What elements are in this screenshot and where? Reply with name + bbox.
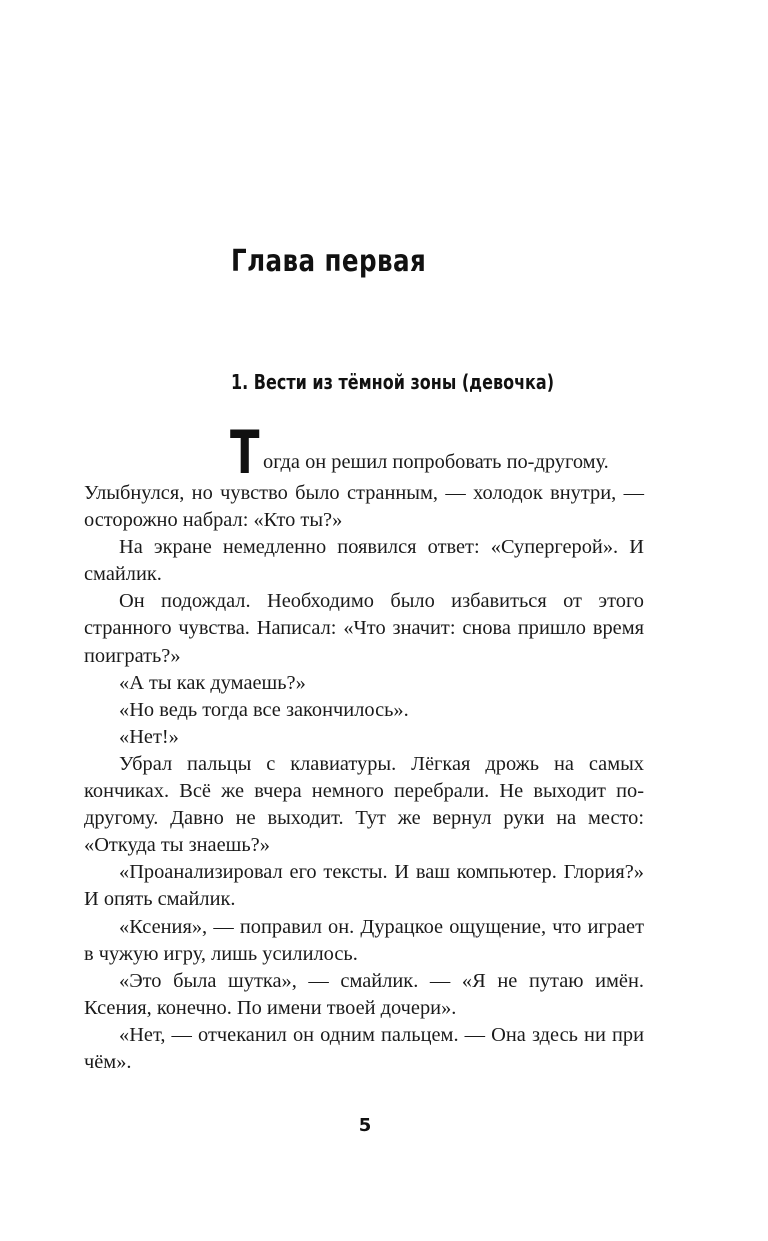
- drop-cap: Т: [230, 418, 260, 488]
- opening-line: [84, 418, 644, 488]
- body-text: [84, 418, 644, 1076]
- paragraph: Он подождал. Необходимо было избавиться от этого странного чувства. Написал: «Что значит: снова пришло время поиграть?»: [84, 590, 644, 667]
- section-title: 1. Вести из тёмной зоны (девочка): [231, 370, 555, 394]
- paragraph: «А ты как думаешь?»: [119, 671, 306, 694]
- page-number: 5: [358, 1115, 372, 1136]
- chapter-title: Глава первая: [231, 244, 427, 279]
- paragraph: На экране немедленно появился ответ: «Супергерой». И смайлик.: [84, 536, 644, 586]
- paragraph: «Но ведь тогда все закончилось».: [119, 698, 409, 721]
- paragraph: Убрал пальцы с клавиатуры. Лёгкая дрожь на самых кончиках. Всё же вчера немного перебрали. Не выходит по-другому. Давно не выходит. Тут же вернул руки на место: «Откуда ты знаешь?»: [84, 752, 644, 857]
- paragraph: «Это была шутка», — смайлик. — «Я не путаю имён. Ксения, конечно. По имени твоей дочери».: [84, 969, 644, 1019]
- paragraph: «Нет, — отчеканил он одним пальцем. — Она здесь ни при чём».: [84, 1023, 644, 1073]
- paragraph: «Ксения», — поправил он. Дурацкое ощущение, что играет в чужую игру, лишь усилилось.: [84, 915, 644, 965]
- opening-line-text: огда он решил попробовать по-другому.: [263, 451, 609, 473]
- paragraph: «Проанализировал его тексты. И ваш компьютер. Глория?» И опять смайлик.: [84, 861, 644, 911]
- paragraph: «Нет!»: [119, 725, 179, 748]
- paragraph: Улыбнулся, но чувство было странным, — холодок внутри, — осторожно набрал: «Кто ты?»: [84, 482, 644, 532]
